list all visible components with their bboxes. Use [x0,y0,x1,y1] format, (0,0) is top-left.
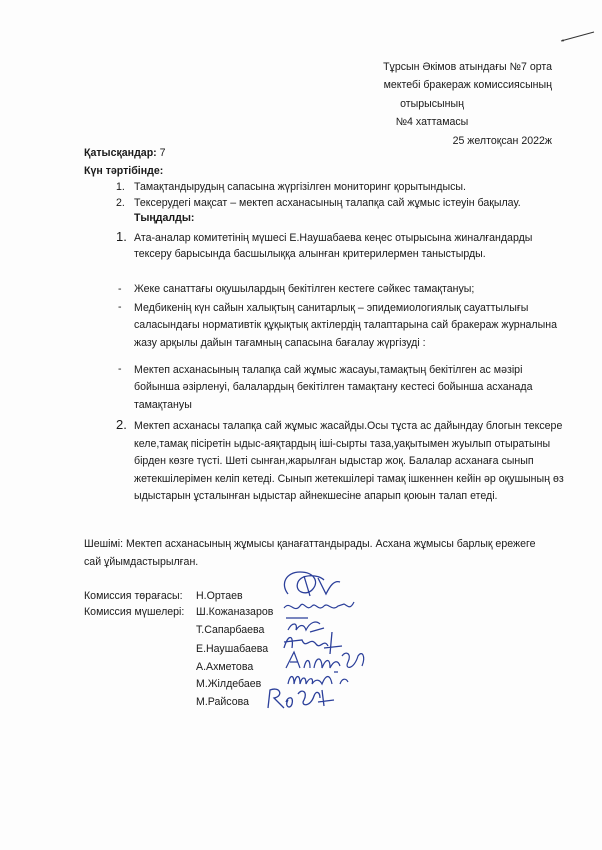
attendees-count: 7 [156,147,166,159]
header-line-meeting: отырысының [400,97,464,110]
member-name: М.Жілдебаев [196,678,262,690]
signature-member [262,684,342,714]
heard-bullet: Мектеп асханасының талапқа сай жұмыс жасауы,тамақтың бекітілген ас мәзірі бойынша әзірленуі, балалардың бекітілген тамақтану кестесі бойынша асханада тамақтануы [134,364,533,411]
attendees-label: Қатысқандар: [84,147,157,159]
agenda-item-text: Тамақтандырудың сапасына жүргізілген мониторинг қорытындысы. [134,181,466,193]
decision-text: Шешімі: Мектеп асханасының жұмысы қанағаттандырады. Асхана жұмысы барлық ережеге сай ұйымдастырылған. [84,538,536,568]
member-name: Е.Наушабаева [196,643,269,655]
heard-item-text: Мектеп асханасы талапқа сай жұмыс жасайды.Осы тұста ас дайындау блогын тексере келе,тамақ пісіретін ыдыс-аяқтардың іші-сырты таза,уақытымен жуылып отыратыны бірден көзге түсті. Шеті сынған,жарылған ыдыстар жоқ. Балалар асханаға сынып жетекшілерімен келіп кетеді. Сынып жетекшілері тамақ ішкеннен кейін әр оқушының өз ыдыстарын ұсталынған ыдыстар айнекшесіне апарып қоюын талап етеді. [134,420,564,503]
members-label: Комиссия мүшелері: [84,606,185,618]
bullet-dash: - [118,283,122,295]
header-line-school: Тұрсын Әкімов атындағы №7 орта [383,61,552,73]
member-name: М.Райсова [196,696,249,708]
heard-bullet: Жеке санаттағы оқушылардың бекітілген кестеге сәйкес тамақтануы; [134,283,475,295]
member-name: Т.Сапарбаева [196,624,265,636]
chair-label: Комиссия төрағасы: [84,590,183,602]
header-line-protocol-number: №4 хаттамасы [395,116,469,129]
document-header [312,58,552,150]
heard-bullet: Медбикенің күн сайын халықтың санитарлық – эпидемиологиялық сауаттылығы саласындағы нормативтік құқықтық актілердің талаптарына сай бракераж журналына жазу арқылы дайын тағамның сапасына бағалау жүргізуді : [134,302,557,349]
pen-stroke-mark [560,30,596,44]
agenda-item-number: 2. [116,197,125,209]
member-name: Ш.Кожаназаров [196,606,274,618]
member-name: А.Ахметова [196,661,254,673]
heard-item-text: Ата-аналар комитетінің мүшесі Е.Наушабаева кеңес отырысына жиналғандарды тексеру барысында басшылыққа алынған критерилермен таныстырды. [134,232,533,261]
agenda-item-number: 1. [116,181,125,193]
heard-item-number: 1. [116,229,127,244]
heard-item-number: 2. [116,417,127,432]
bullet-dash: - [118,363,122,375]
agenda-title: Күн тәртібінде: [84,165,164,177]
attendees-line [84,146,166,160]
bullet-dash: - [118,301,122,313]
heard-title: Тыңдалды: [134,212,195,224]
chair-name: Н.Ортаев [196,590,243,602]
header-line-commission: мектебі бракераж комиссиясының [383,79,552,92]
agenda-item-text: Тексерудегі мақсат – мектеп асханасының талапқа сай жұмыс істеуін бақылау. [134,197,521,209]
header-line-date: 25 желтоқсан 2022ж [452,134,552,147]
